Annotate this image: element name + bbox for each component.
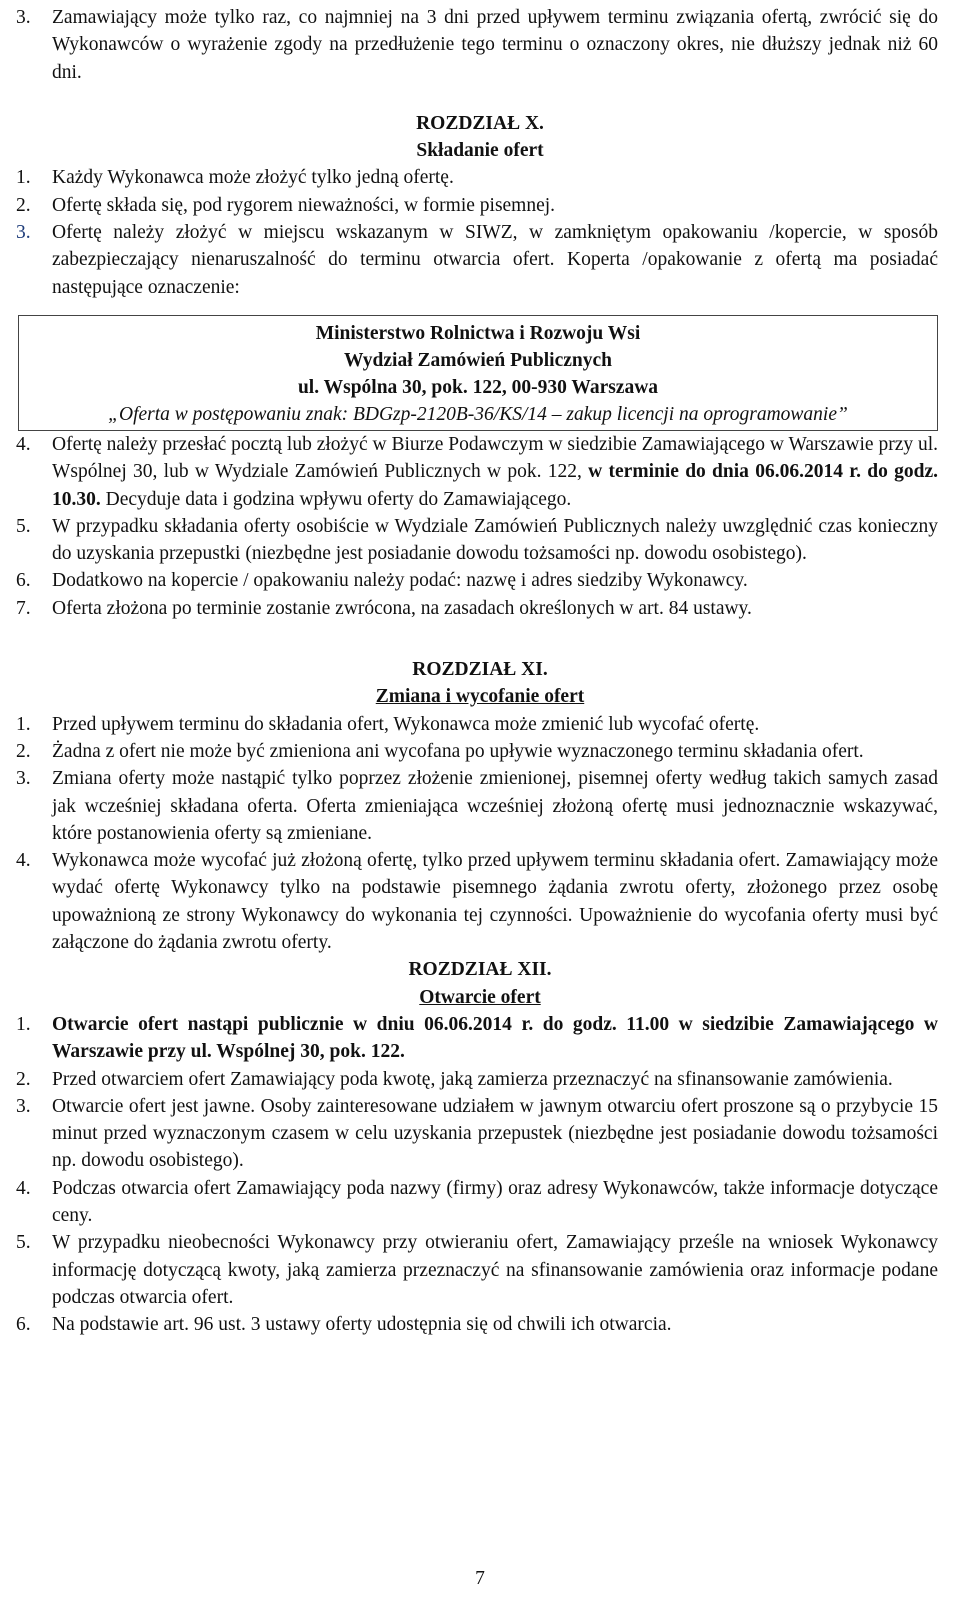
list-item [16,219,938,301]
envelope-line: Ministerstwo Rolnictwa i Rozwoju Wsi [315,322,641,344]
item-text: Żadna z ofert nie może być zmieniona ani wycofana po upływie wyznaczonego terminu składania ofert. [52,740,864,762]
item-text: Otwarcie ofert jest jawne. Osoby zainteresowane udziałem w jawnym otwarciu ofert proszone są o przybycie 15 minut przed wyznaczonym czasem w celu uzyskania przepustek (niezbędne jest posiadanie dowodu tożsamości np. dowodu osobistego). [52,1095,938,1172]
item-number: 5. [16,515,31,537]
document-page [0,4,960,1338]
list-item [16,711,938,738]
list-item [16,513,938,568]
chapter-10-label: ROZDZIAŁ X. [416,112,544,134]
item-number: 7. [16,597,31,619]
list-item [16,1011,938,1066]
envelope-line: „Oferta w postępowaniu znak: BDGzp-2120B-36/KS/14 – zakup licencji na oprogramowanie” [108,403,848,425]
list-item [16,4,938,86]
item-number: 3. [16,222,31,244]
page-number: 7 [475,1568,485,1589]
item-number: 5. [16,1232,31,1254]
item-text: Każdy Wykonawca może złożyć tylko jedną ofertę. [52,167,454,189]
list-item [16,738,938,765]
item-text: Oferta złożona po terminie zostanie zwrócona, na zasadach określonych w art. 84 ustawy. [52,597,752,619]
item-text: Na podstawie art. 96 ust. 3 ustawy oferty udostępnia się od chwili ich otwarcia. [52,1314,672,1336]
list-item [16,595,938,622]
list-item [16,1175,938,1230]
deadline-text: w terminie do dnia 06.06.2014 r. do godz. 10.30. [52,461,938,510]
item-number: 1. [16,713,31,735]
item-number: 4. [16,1177,31,1199]
chapter-11-label: ROZDZIAŁ XI. [412,659,548,681]
list-item [16,847,938,956]
item-text: Przed upływem terminu do składania ofert, Wykonawca może zmienić lub wycofać ofertę. [52,713,760,735]
item-number: 6. [16,570,31,592]
item-text: Wykonawca może wycofać już złożoną ofertę, tylko przed upływem terminu składania ofert. Zamawiający może wydać ofertę Wykonawcy tylko na podstawie pisemnego żądania zwrotu oferty, złożonego przez osobę upoważnioną ze strony Wykonawcy do wykonania tej czynności. Upoważnienie do wycofania oferty musi być załączone do żądania zwrotu oferty. [52,850,938,954]
chapter-11-title: Zmiana i wycofanie ofert [375,686,585,708]
item-number: 2. [16,1068,31,1090]
item-number: 3. [16,7,31,28]
envelope-label-box [18,315,938,431]
item-number: 3. [16,768,31,790]
chapter-12-label: ROZDZIAŁ XII. [408,959,552,981]
item-number: 1. [16,1013,31,1035]
item-text: Ofertę należy przesłać pocztą lub złożyć w Biurze Podawczym w siedzibie Zamawiającego w Warszawie przy ul. Wspólnej 30, lub w Wydziale Zamówień Publicznych w pok. 122, [52,433,939,483]
item-number: 2. [16,740,31,762]
envelope-line: Wydział Zamówień Publicznych [344,349,612,371]
envelope-line: ul. Wspólna 30, pok. 122, 00-930 Warszawa [297,376,659,398]
item-text: W przypadku nieobecności Wykonawcy przy otwieraniu ofert, Zamawiający prześle na wniosek Wykonawcy informację dotyczącą kwoty, jaką zamierza przeznaczyć na sfinansowanie zamówienia oraz informacje podane podczas otwarcia ofert. [52,1232,938,1308]
item-text: Otwarcie ofert nastąpi publicznie w dniu 06.06.2014 r. do godz. 11.00 w siedzibie Zamawiającego w Warszawie przy ul. Wspólnej 30, pok. 122. [52,1013,938,1063]
item-number: 6. [16,1314,31,1336]
item-text: Przed otwarciem ofert Zamawiający poda kwotę, jaką zamierza przeznaczyć na sfinansowanie zamówienia. [52,1068,893,1090]
chapter-10-title: Składanie ofert [416,140,544,162]
list-item [16,1093,938,1175]
item-text: Ofertę składa się, pod rygorem nieważności, w formie pisemnej. [52,194,556,216]
list-item [16,1311,938,1338]
list-item [16,567,938,594]
item-number: 1. [16,167,31,189]
list-item [16,1066,938,1093]
item-text: Podczas otwarcia ofert Zamawiający poda nazwy (firmy) oraz adresy Wykonawców, także informacje dotyczące ceny. [52,1177,938,1226]
item-text: Zamawiający może tylko raz, co najmniej na 3 dni przed upływem terminu związania ofertą, zwrócić się do Wykonawców o wyrażenie zgody na przedłużenie tego terminu o oznaczony okres, nie dłuższy jednak niż 60 dni. [52,7,938,83]
item-text: Decyduje data i godzina wpływu oferty do Zamawiającego. [100,488,572,510]
item-number: 3. [16,1095,31,1117]
item-text: Dodatkowo na kopercie / opakowaniu należy podać: nazwę i adres siedziby Wykonawcy. [52,570,748,592]
list-item [16,164,938,191]
item-text: Ofertę należy złożyć w miejscu wskazanym w SIWZ, w zamkniętym opakowaniu /kopercie, w sposób zabezpieczający nienaruszalność do terminu otwarcia ofert. Koperta /opakowanie z ofertą ma posiadać następujące oznaczenie: [52,222,938,298]
list-item [16,1229,938,1311]
list-item [16,192,938,219]
list-item [16,431,938,513]
item-text: Zmiana oferty może nastąpić tylko poprzez złożenie zmienionej, pisemnej oferty według takich samych zasad jak wcześniej składana oferta. Oferta zmieniająca wcześniej złożoną ofertę musi jednoznacznie wskazywać, które postanowienia oferty są zmieniane. [52,768,938,844]
item-number: 2. [16,194,31,216]
item-number: 4. [16,850,31,872]
chapter-12-title: Otwarcie ofert [419,986,541,1008]
list-item [16,765,938,847]
item-text: W przypadku składania oferty osobiście w Wydziale Zamówień Publicznych należy uwzględnić czas konieczny do uzyskania przepustki (niezbędne jest posiadanie dowodu tożsamości np. dowodu osobistego). [52,515,938,565]
item-number: 4. [16,433,31,455]
